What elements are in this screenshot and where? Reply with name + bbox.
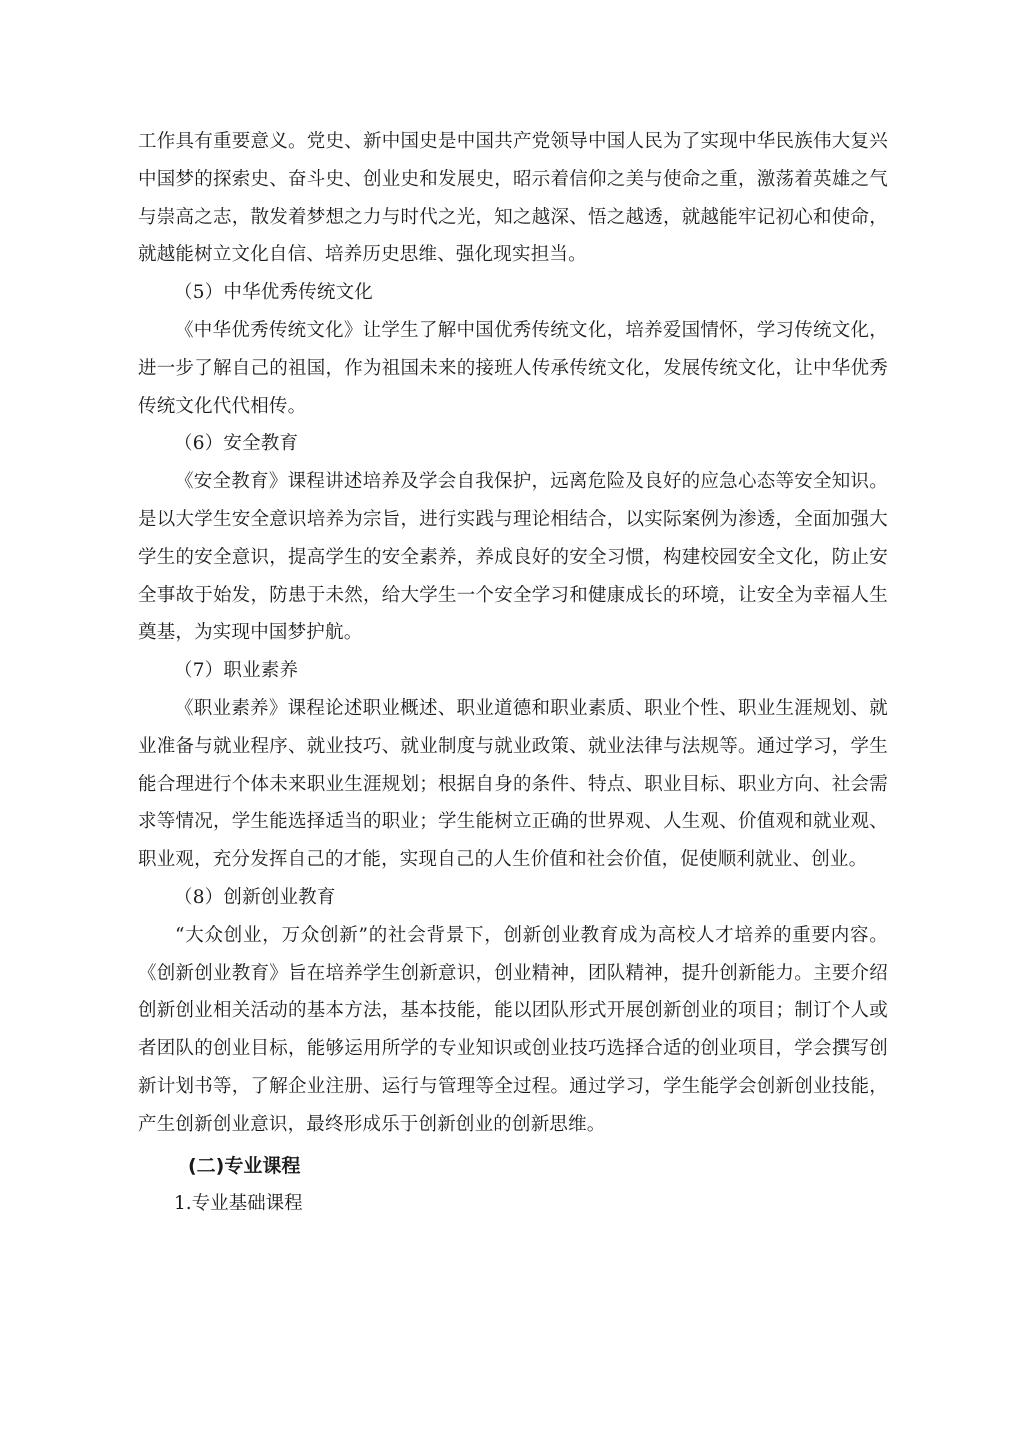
section-heading-5: （5）中华优秀传统文化 (174, 282, 373, 304)
section-body-7: 《职业素养》课程论述职业概述、职业道德和职业素质、职业个性、职业生涯规划、就业准备与就业程序、就业技巧、就业制度与就业政策、就业法律与法规等。通过学习，学生能合理进行个体未来职业生涯规划；根据自身的条件、特点、职业目标、职业方向、社会需求等情况，学生能选择适当的职业；学生能树立正确的世界观、人生观、价值观和就业观、职业观，充分发挥自己的才能，实现自己的人生价值和社会价值，促使顺利就业、创业。 (138, 697, 888, 871)
section-body-6: 《安全教育》课程讲述培养及学会自我保护，远离危险及良好的应急心态等安全知识。是以大学生安全意识培养为宗旨，进行实践与理论相结合，以实际案例为渗透，全面加强大学生的安全意识，提高学生的安全素养，养成良好的安全习惯，构建校园安全文化，防止安全事故于始发，防患于未然，给大学生一个安全学习和健康成长的环境，让安全为幸福人生奠基，为实现中国梦护航。 (138, 471, 888, 644)
section-heading-8: （8）创新创业教育 (174, 886, 336, 908)
continuation-paragraph: 工作具有重要意义。党史、新中国史是中国共产党领导中国人民为了实现中华民族伟大复兴中国梦的探索史、奋斗史、创业史和发展史，昭示着信仰之美与使命之重，激荡着英雄之气与崇高之志，散发着梦想之力与时代之光，知之越深、悟之越透，就越能牢记初心和使命，就越能树立文化自信、培养历史思维、强化现实担当。 (138, 131, 888, 266)
section-heading-6: （6）安全教育 (174, 433, 299, 455)
major-section-heading: (二)专业课程 (188, 1154, 301, 1177)
section-heading-7: （7）职业素养 (174, 660, 299, 682)
section-body-5: 《中华优秀传统文化》让学生了解中国优秀传统文化，培养爱国情怀，学习传统文化，进一步了解自己的祖国，作为祖国未来的接班人传承传统文化，发展传统文化，让中华优秀传统文化代代相传。 (138, 319, 888, 417)
major-sub-heading: 1.专业基础课程 (174, 1192, 303, 1214)
section-body-8: “大众创业，万众创新”的社会背景下，创新创业教育成为高校人才培养的重要内容。《创新创业教育》旨在培养学生创新意识，创业精神，团队精神，提升创新能力。主要介绍创新创业相关活动的基本方法，基本技能，能以团队形式开展创新创业的项目；制订个人或者团队的创业目标，能够运用所学的专业知识或创业技巧选择合适的创业项目，学会撰写创新计划书等，了解企业注册、运行与管理等全过程。通过学习，学生能学会创新创业技能，产生创新创业意识，最终形成乐于创新创业的创新思维。 (138, 924, 888, 1135)
document-page (138, 123, 888, 1222)
